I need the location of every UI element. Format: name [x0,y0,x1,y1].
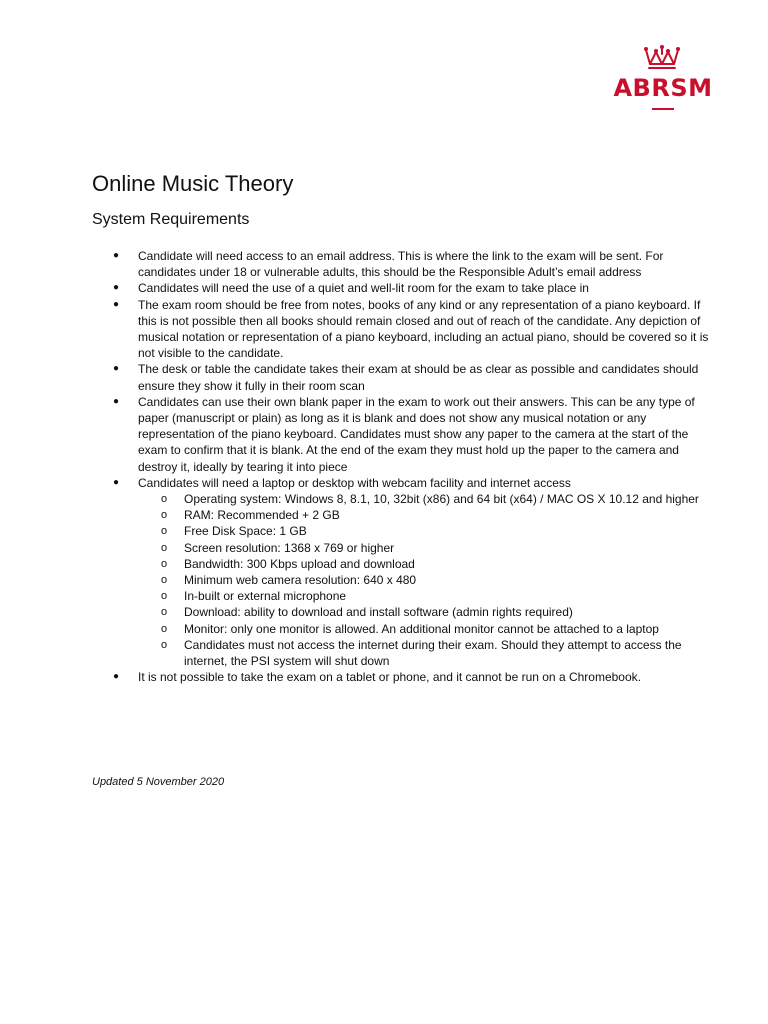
sub-list-item [158,491,720,507]
list-item-text: Candidate will need access to an email address. This is where the link to the exam will be sent. For candidates under 18 or vulnerable adults, this should be the Responsible Adult’s email address [138,249,664,280]
sub-list-item-text: Candidates must not access the internet during their exam. Should they attempt to access the internet, the PSI system will shut down [184,637,682,669]
bullet-marker: ● [112,671,120,683]
list-item-text: Candidates will need the use of a quiet and well-lit room for the exam to take place in [138,281,589,296]
sub-list-item-text: Download: ability to download and install software (admin rights required) [184,605,573,620]
brand-underline [652,108,674,110]
crown-icon [641,44,683,72]
sub-list-item [158,523,720,539]
brand-name: ABRSM [613,74,713,102]
sub-list-item-text: Minimum web camera resolution: 640 x 480 [184,573,417,588]
sub-list-item [158,556,720,572]
bullet-marker: ● [112,282,120,294]
bullet-marker: ● [112,363,120,375]
bullet-marker: ● [112,395,120,407]
sub-list-item-text: Monitor: only one monitor is allowed. An additional monitor cannot be attached to a laptop [184,621,659,636]
sub-list-item-text: Free Disk Space: 1 GB [184,524,307,539]
list-item-text: It is not possible to take the exam on a tablet or phone, and it cannot be run on a Chromebook. [138,670,641,685]
hardware-requirements-list [158,491,720,669]
requirements-list [110,248,720,685]
list-item [110,669,720,685]
list-item [110,394,720,475]
sub-bullet-marker: o [160,557,168,570]
sub-bullet-marker: o [160,509,168,522]
updated-date: Updated 5 November 2020 [92,776,225,788]
sub-bullet-marker: o [160,638,168,651]
list-item [110,297,720,362]
sub-list-item-text: Screen resolution: 1368 x 769 or higher [184,540,395,555]
page-title: Online Music Theory [92,171,294,196]
sub-list-item [158,621,720,637]
sub-list-item-text: RAM: Recommended + 2 GB [184,508,340,523]
sub-list-item [158,604,720,620]
list-item [110,280,720,296]
list-item-text: Candidates can use their own blank paper in the exam to work out their answers. This can be any type of paper (manuscript or plain) as long as it is blank and does not show any musical notation or any representation of the piano keyboard. Candidates must show any paper to the camera at the start of the exam to confirm that it is blank. At the end of the exam they must hold up the paper to the camera and destroy it, ideally by tearing it into piece [138,394,695,474]
list-item [110,475,720,669]
bullet-marker: ● [112,298,120,310]
list-item-text: The exam room should be free from notes, books of any kind or any representation of a piano keyboard. If this is not possible then all books should remain closed and out of reach of the candidate. Any depiction of musical notation or representation of a piano keyboard, including an actual piano, should be covered so it is not visible to the candidate. [138,297,709,361]
sub-bullet-marker: o [160,541,168,554]
requirements-content [110,248,720,685]
sub-bullet-marker: o [160,622,168,635]
list-item [110,361,720,393]
sub-list-item-text: In-built or external microphone [184,589,347,604]
sub-bullet-marker: o [160,574,168,587]
bullet-marker: ● [112,250,120,261]
sub-list-item-text: Bandwidth: 300 Kbps upload and download [184,556,415,571]
sub-list-item [158,507,720,523]
sub-bullet-marker: o [160,606,168,619]
sub-list-item [158,637,720,669]
sub-list-item [158,588,720,604]
sub-list-item [158,572,720,588]
section-subtitle: System Requirements [92,211,250,228]
sub-bullet-marker: o [160,525,168,538]
sub-list-item-text: Operating system: Windows 8, 8.1, 10, 32bit (x86) and 64 bit (x64) / MAC OS X 10.12 and higher [184,492,699,507]
list-item [110,248,720,280]
sub-bullet-marker: o [160,590,168,603]
list-item-text: The desk or table the candidate takes their exam at should be as clear as possible and candidates should ensure they show it fully in their room scan [138,362,699,393]
abrsm-logo [612,44,714,112]
sub-list-item [158,540,720,556]
list-item-text: Candidates will need a laptop or desktop with webcam facility and internet access [138,475,571,490]
sub-bullet-marker: o [160,493,168,506]
bullet-marker: ● [112,476,120,488]
